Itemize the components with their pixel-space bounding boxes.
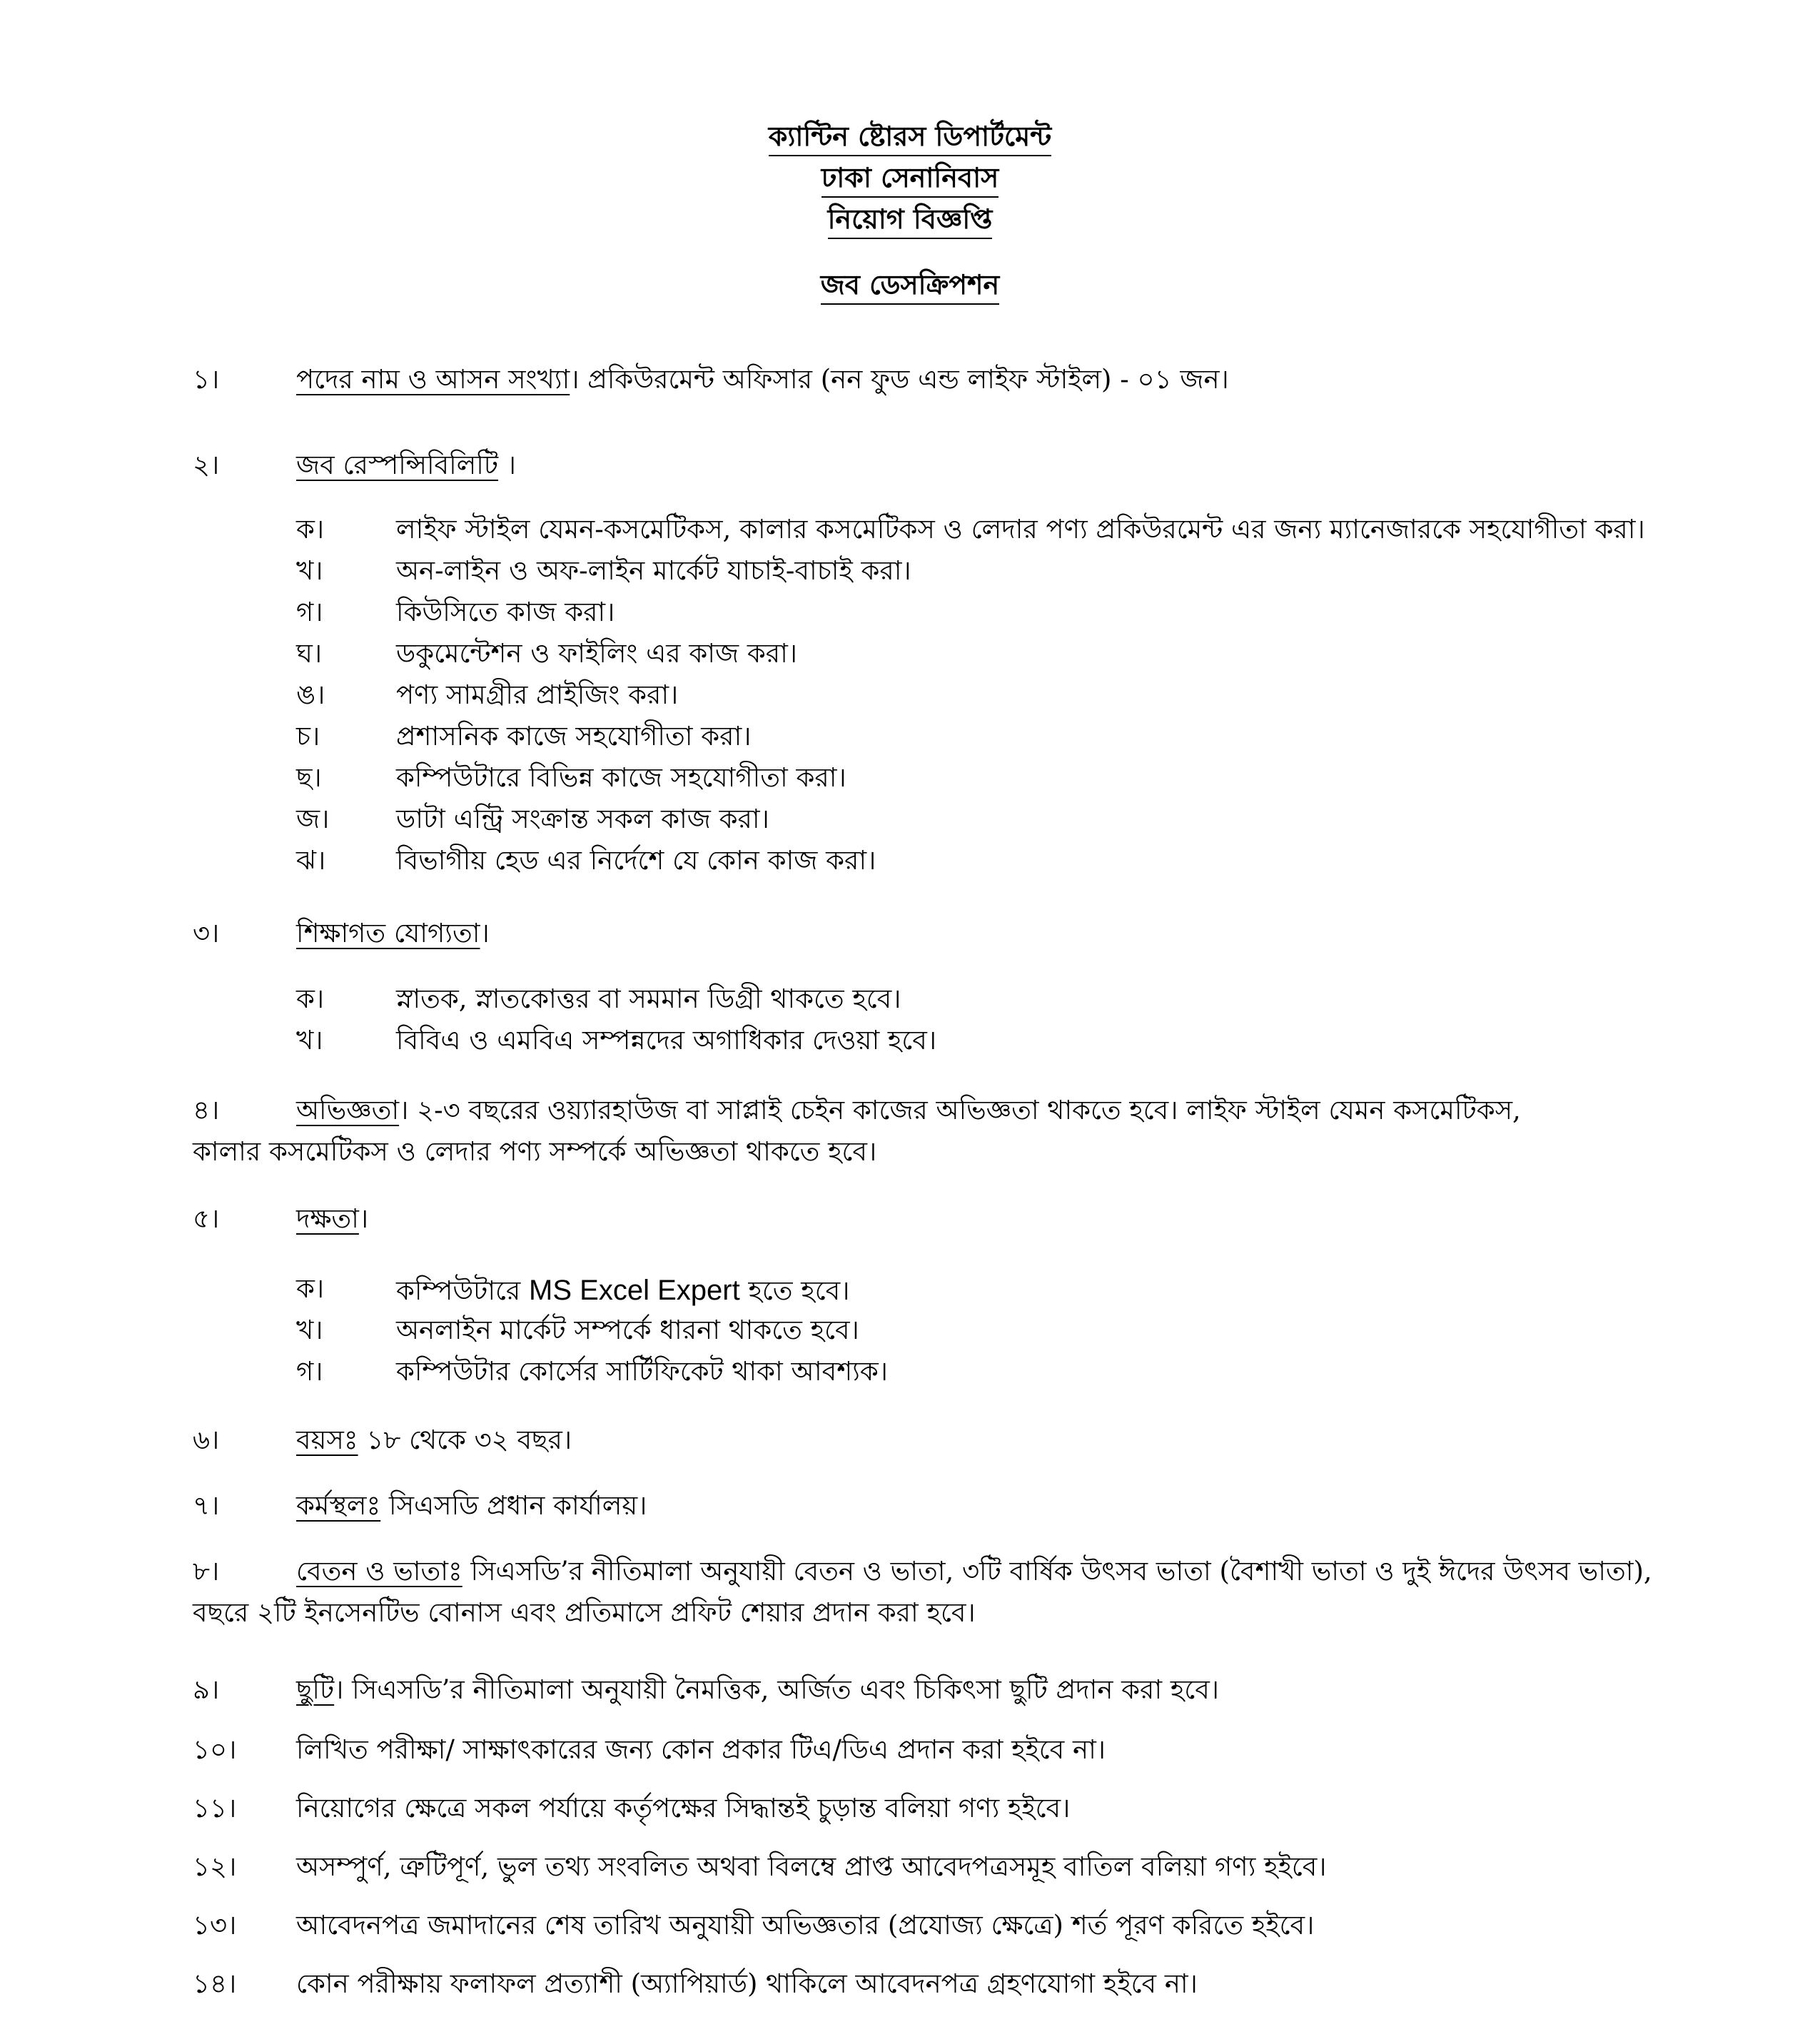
section-number: ১। (193, 364, 220, 395)
document-title: জব ডেসক্রিপশন (0, 270, 1820, 305)
section-number: ১১। (193, 1793, 237, 1823)
section-heading: দক্ষতা (296, 1203, 359, 1234)
section-heading: জব রেস্পন্সিবিলিটি (296, 450, 499, 480)
section-text: ঃ সিএসডি প্রধান কার্যালয়। (380, 1490, 647, 1521)
section-4-continuation: কালার কসমেটিকস ও লেদার পণ্য সম্পর্কে অভিজ্ঞতা থাকতে হবে। (193, 1136, 877, 1167)
section-text: ঃ সিএসডি’র নীতিমালা অনুযায়ী বেতন ও ভাতা, ৩টি বার্ষিক উৎসব ভাতা (বৈশাখী ভাতা ও দুই ঈদের উৎসব ভাতা), (462, 1556, 1652, 1587)
section-heading: কর্মস্থল (296, 1490, 381, 1521)
section-number: ১৩। (193, 1910, 237, 1941)
section-heading: বয়স (296, 1425, 358, 1455)
section-text: আবেদনপত্র জমাদানের শেষ তারিখ অনুযায়ী অভিজ্ঞতার (প্রযোজ্য ক্ষেত্রে) শর্ত পূরণ করিতে হইবে। (296, 1910, 1315, 1941)
header-line-2: ঢাকা সেনানিবাস (0, 163, 1820, 198)
section-text: অসম্পুর্ণ, ত্রুটিপূর্ণ, ভুল তথ্য সংবলিত অথবা বিলম্বে প্রাপ্ত আবেদপত্রসমূহ বাতিল বলিয়া গণ্য হইবে। (296, 1851, 1327, 1882)
section-8-continuation: বছরে ২টি ইনসেনটিভ বোনাস এবং প্রতিমাসে প্রফিট শেয়ার প্রদান করা হবে। (193, 1597, 976, 1628)
section-number: ৭। (193, 1490, 220, 1521)
section-number: ১৪। (193, 1968, 237, 1999)
section-heading: ছুটি (296, 1674, 335, 1705)
section-text: নিয়োগের ক্ষেত্রে সকল পর্যায়ে কর্তৃপক্ষের সিদ্ধান্তই চুড়ান্ত বলিয়া গণ্য হইবে। (296, 1793, 1071, 1823)
section-heading: বেতন ও ভাতা (296, 1556, 462, 1587)
section-number: ৫। (193, 1203, 220, 1234)
section-number: ৪। (193, 1095, 220, 1125)
section-number: ৯। (193, 1674, 220, 1705)
section-number: ১২। (193, 1851, 237, 1882)
section-text: লিখিত পরীক্ষা/ সাক্ষাৎকারের জন্য কোন প্রকার টিএ/ডিএ প্রদান করা হইবে না। (296, 1734, 1106, 1765)
document-page: ক্যান্টিন ষ্টোরস ডিপার্টমেন্ট ঢাকা সেনানিবাস নিয়োগ বিজ্ঞপ্তি জব ডেসক্রিপশন ১। পদের নাম ও আসন সংখ্যা। প্রকিউরমেন্ট অফিসার (নন ফুড এন্ড লাইফ স্টাইল) - ০১ জন। ২। জব রেস্পন্সিবিলিটি । ক। লাইফ স্টাইল যেমন-কসমেটিকস, কালার কসমেটিকস ও লেদার পণ্য প্রকিউরমেন্ট এর জন্য ম্যানেজারকে সহযোগীতা করা। খ। অন-লাইন ও অফ-লাইন মার্কেট যাচাই-বাচাই করা। গ। কিউসিতে কাজ করা। ঘ। ডকুমেন্টেশন ও ফাইলিং এর কাজ করা। ঙ। পণ্য সামগ্রীর প্রাইজিং করা। চ। প্রশাসনিক কাজে সহযোগীতা করা। ছ। কম্পিউটারে বিভিন্ন কাজে সহযোগীতা করা। জ। ডাটা এন্ট্রি সংক্রান্ত সকল কাজ করা। ঝ। বিভাগীয় হেড এর নির্দেশে যে কোন কাজ করা। ৩। শিক্ষাগত যোগ্যতা। ক। স্নাতক, স্নাতকোত্তর বা সমমান ডিগ্রী থাকতে হবে। খ। বিবিএ ও এমবিএ সম্পন্নদের অগাধিকার দেওয়া হবে। ৪। অভিজ্ঞতা। ২-৩ বছরের ওয়্যারহাউজ বা সাপ্লাই চেইন কাজের অভিজ্ঞতা থাকতে হবে। লাইফ স্টাইল যেমন কসমেটিকস, কালার কসমেটিকস ও লেদার পণ্য সম্পর্কে অভিজ্ঞতা থাকতে হবে। ৫। দক্ষতা। ক। কম্পিউটারে MS Excel Expert হতে হবে। খ। অনলাইন মার্কেট সম্পর্কে ধারনা থাকতে হবে। গ। কম্পিউটার কোর্সের সার্টিফিকেট থাকা আবশ্যক। ৬। বয়সঃ ১৮ থেকে ৩২ বছর। ৭। কর্মস্থলঃ সিএসডি প্রধান কার্যালয়। ৮। বেতন ও ভাতাঃ সিএসডি’র নীতিমালা অনুযায়ী বেতন ও ভাতা, ৩টি বার্ষিক উৎসব ভাতা (বৈশাখী ভাতা ও দুই ঈদের উৎসব ভাতা), বছরে ২টি ইনসেনটিভ বোনাস এবং প্রতিমাসে প্রফিট শেয়ার প্রদান করা হবে। ৯। ছুটি। সিএসডি’র নীতিমালা অনুযায়ী নৈমত্তিক, অর্জিত এবং চিকিৎসা ছুটি প্রদান করা হবে। ১০। লিখিত পরীক্ষা/ সাক্ষাৎকারের জন্য কোন প্রকার টিএ/ডিএ প্রদান করা হইবে না। ১১। নিয়োগের ক্ষেত্রে সকল পর্যায়ে কর্তৃপক্ষের সিদ্ধান্তই চুড়ান্ত বলিয়া গণ্য হইবে। ১২। অসম্পুর্ণ, ত্রুটিপূর্ণ, ভুল তথ্য সংবলিত অথবা বিলম্বে প্রাপ্ত আবেদপত্রসমূহ বাতিল বলিয়া গণ্য হইবে। ১৩। আবেদনপত্র জমাদানের শেষ তারিখ অনুযায়ী অভিজ্ঞতার (প্রযোজ্য ক্ষেত্রে) শর্ত পূরণ করিতে হইবে। ১৪। কোন পরীক্ষায় ফলাফল প্রত্যাশী (অ্যাপিয়ার্ড) থাকিলে আবেদনপত্র গ্রহণযোগা হইবে না। (0, 0, 1820, 2034)
section-number: ৩। (193, 918, 220, 948)
section-text: । সিএসডি’র নীতিমালা অনুযায়ী নৈমত্তিক, অর্জিত এবং চিকিৎসা ছুটি প্রদান করা হবে। (334, 1674, 1220, 1705)
section-number: ৮। (193, 1556, 220, 1587)
section-number: ২। (193, 450, 220, 480)
section-heading: শিক্ষাগত যোগ্যতা (296, 918, 480, 948)
section-number: ১০। (193, 1734, 237, 1765)
section-heading: পদের নাম ও আসন সংখ্যা (296, 364, 570, 395)
header-line-1: ক্যান্টিন ষ্টোরস ডিপার্টমেন্ট (0, 121, 1820, 156)
header-line-3: নিয়োগ বিজ্ঞপ্তি (0, 204, 1820, 239)
section-text: কোন পরীক্ষায় ফলাফল প্রত্যাশী (অ্যাপিয়ার্ড) থাকিলে আবেদনপত্র গ্রহণযোগা হইবে না। (296, 1968, 1198, 1999)
section-text: । প্রকিউরমেন্ট অফিসার (নন ফুড এন্ড লাইফ স্টাইল) - ০১ জন। (570, 364, 1229, 395)
section-text: ঃ ১৮ থেকে ৩২ বছর। (358, 1425, 572, 1455)
section-number: ৬। (193, 1425, 220, 1455)
section-heading: অভিজ্ঞতা (296, 1095, 400, 1125)
section-text: । ২-৩ বছরের ওয়্যারহাউজ বা সাপ্লাই চেইন কাজের অভিজ্ঞতা থাকতে হবে। লাইফ স্টাইল যেমন কসমেটিকস, (399, 1095, 1521, 1125)
